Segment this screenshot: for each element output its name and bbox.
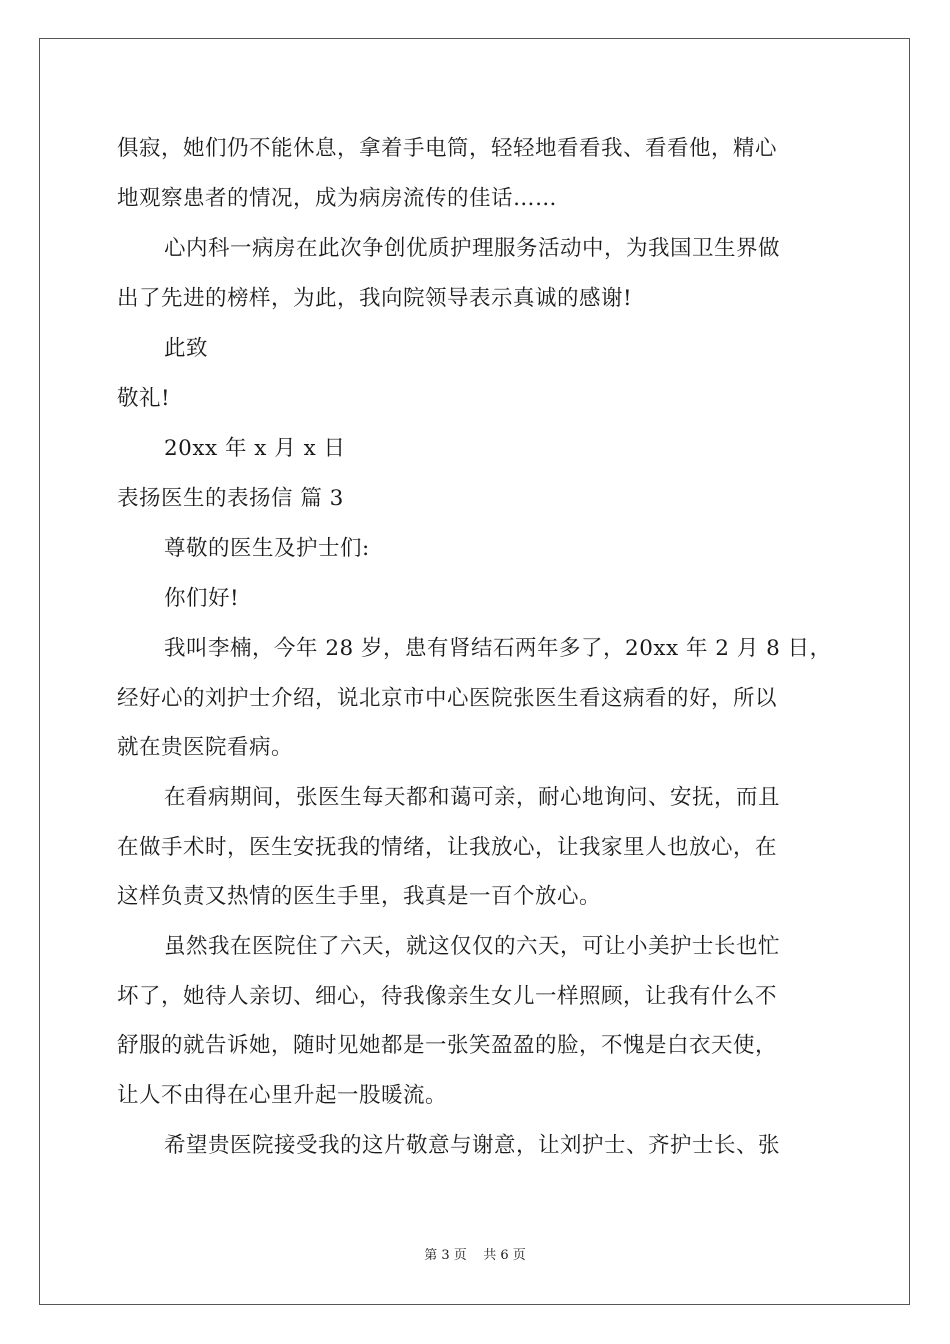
closing-regards: 敬礼! (117, 386, 171, 411)
body-text-line: 就在贵医院看病。 (117, 735, 294, 760)
body-text-line: 俱寂，她们仍不能休息，拿着手电筒，轻轻地看看我、看看他，精心 (117, 136, 778, 161)
body-text-line: 地观察患者的情况，成为病房流传的佳话…… (117, 186, 558, 211)
body-text-line: 经好心的刘护士介绍，说北京市中心医院张医生看这病看的好，所以 (117, 686, 778, 711)
body-text-line: 让人不由得在心里升起一股暖流。 (117, 1083, 448, 1108)
body-text-line: 希望贵医院接受我的这片敬意与谢意，让刘护士、齐护士长、张 (164, 1133, 781, 1158)
section-heading: 表扬医生的表扬信 篇 3 (117, 486, 344, 511)
body-text-line: 坏了，她待人亲切、细心，待我像亲生女儿一样照顾，让我有什么不 (117, 984, 778, 1009)
body-text-line: 心内科一病房在此次争创优质护理服务活动中，为我国卫生界做 (164, 236, 781, 261)
body-text-line: 这样负责又热情的医生手里，我真是一百个放心。 (117, 884, 602, 909)
letter-greeting: 尊敬的医生及护士们: (164, 536, 370, 561)
letter-date: 20xx 年 x 月 x 日 (164, 436, 346, 461)
body-text-line: 虽然我在医院住了六天，就这仅仅的六天，可让小美护士长也忙 (164, 934, 781, 959)
body-text-line: 我叫李楠，今年 28 岁，患有肾结石两年多了，20xx 年 2 月 8 日， (164, 636, 832, 661)
page-border (39, 38, 910, 1305)
body-text-line: 出了先进的榜样，为此，我向院领导表示真诚的感谢! (117, 286, 633, 311)
body-text-line: 在看病期间，张医生每天都和蔼可亲，耐心地询问、安抚，而且 (164, 785, 781, 810)
body-text-line: 在做手术时，医生安抚我的情绪，让我放心，让我家里人也放心，在 (117, 835, 778, 860)
letter-greeting: 你们好! (164, 586, 240, 611)
closing-salutation: 此致 (164, 336, 209, 361)
page-footer: 第 3 页 共 6 页 (424, 1248, 526, 1263)
body-text-line: 舒服的就告诉她，随时见她都是一张笑盈盈的脸，不愧是白衣天使， (117, 1033, 778, 1058)
